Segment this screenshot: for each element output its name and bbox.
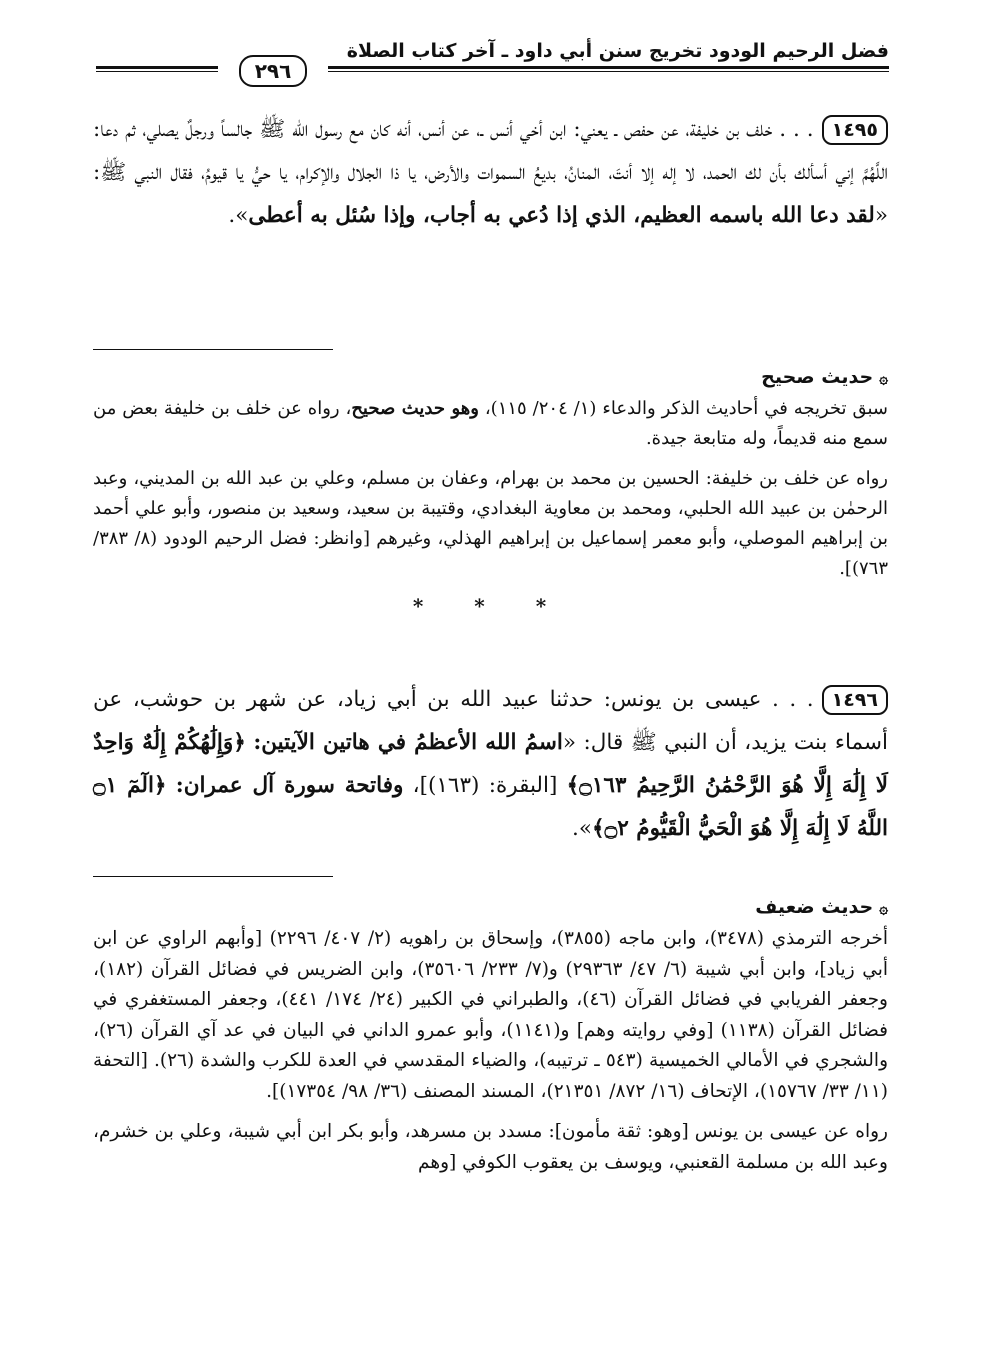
hadith-1496-text [93,678,888,850]
hadith-1496-end: ». [572,816,593,841]
hadith-1496-matn: اسمُ الله الأعظمُ في هاتين الآيتين: [253,730,563,755]
hadith-1496-commentary [93,896,888,1188]
section-divider [93,876,333,877]
hadith-number-badge: ١٤٩٥ [822,115,888,145]
hadith-1495-end: ». [228,203,249,228]
hadith-1496-chain: . . . عيسى بن يونس: حدثنا عبيد الله بن أبي زياد، عن شهر بن حوشب، عن أسماء بنت يزيد، أن النبي ﷺ قال: « [93,687,888,755]
page-number: ٢٩٦ [239,55,308,87]
commentary-paragraph [93,394,888,454]
section-stars: * * * [412,594,569,618]
commentary-grade-inline: وهو حديث صحيح [351,398,479,419]
section-divider [93,349,333,350]
grade-label: حديث صحيح [761,366,874,388]
commentary-paragraph: رواه عن خلف بن خليفة: الحسين بن محمد بن بهرام، وعفان بن مسلم، وعلي بن عبد الله بن المديني، وعبد الرحمٰن بن عبيد الله الحلبي، ومحمد بن معاوية البغدادي، وقتيبة بن سعيد، وسعيد بن منصور، وأبو علي أحمد بن إبراهيم الموصلي، وأبو معمر إسماعيل بن إبراهيم الهذلي، وغيرهم [وانظر: فضل الرحيم الودود (٨/ ٣٨٣/ ٧٦٣)]. [93,468,888,579]
hadith-1495-commentary [93,366,888,624]
grade-heading [93,366,888,388]
header-rule-thin [96,71,889,72]
commentary-paragraph: أخرجه الترمذي (٣٤٧٨)، وابن ماجه (٣٨٥٥)، وإسحاق بن راهويه (٢/ ٤٠٧/ ٢٢٩٦) [وأبهم الراوي عن ابن أبي زياد]، وابن أبي شيبة (٦/ ٤٧/ ٢٩٣٦٣) و(٧/ ٢٣٣/ ٣٥٦٠٦)، وابن الضريس في فضائل القرآن (١٨٢)، وجعفر الفريابي في فضائل القرآن (٤٦)، والطبراني في الكبير (٢٤/ ١٧٤/ ٤٤١)، وجعفر المستغفري في فضائل القرآن (١١٣٨) [وفي روايته وهم] و(١١٤١)، وأبو عمرو الداني في البيان في عد آي القرآن (٢٦)، والشجري في الأمالي الخميسية (٥٤٣ ـ ترتيبه)، والضياء المقدسي في العدة للكرب والشدة (٢٦). [التحفة (١١/ ٣٣/ ١٥٧٦٧)، الإتحاف (١٦/ ٨٧٢/ ٢١٣٥١)، المسند المصنف (٣٦/ ٩٨/ ١٧٣٥٤)]. [93,928,889,1102]
hadith-1495-chain: . . . خلف بن خليفة، عن حفص ـ يعني: ابن أخي أنس ـ، عن أنس، أنه كان مع رسول الله ﷺ جالساً ورجلٌ يصلي، ثم دعا: اللَّهُمَّ إني أسألك بأن لك الحمد، لا إله إلا أنتَ، المنانُ، بديعُ السموات والأرض، يا ذا الجلال والإكرام، يا حيُّ يا قيومُ، فقال النبي ﷺ: « [93,117,888,228]
commentary-text: ، رواه عن خلف بن خليفة بعض من سمع منه قديماً، وله متابعة جيدة. [93,398,888,449]
hadith-number-badge: ١٤٩٦ [822,685,888,715]
grade-label: حديث ضعيف [755,896,874,918]
hadith-1496-matn: وفاتحة سورة آل عمران: [175,773,404,798]
hadith-1496-block [93,678,888,850]
page-header [96,32,889,62]
ornament-icon: ۞ [879,369,888,387]
commentary-paragraph: رواه عن عيسى بن يونس [وهو: ثقة مأمون]: مسدد بن مسرهد، وأبو بكر ابن أبي شيبة، وعلي بن خشرم، وعبد الله بن مسلمة القعنبي، ويوسف بن يعقوب الكوفي [وهم [93,1121,888,1173]
quran-verse: ﴿وَإِلَٰهُكُمْ إِلَٰهٌ وَاحِدٌ لَا إِلَٰهَ إِلَّا هُوَ الرَّحْمَٰنُ الرَّحِيمُ ۝١٦٣﴾ [93,730,888,798]
hadith-1495-text [93,108,888,237]
commentary-text: سبق تخريجه في أحاديث الذكر والدعاء (١/ ٢٠٤/ ١١٥)، [478,398,889,419]
hadith-1495-matn: لقد دعا الله باسمه العظيم، الذي إذا دُعي به أجاب، وإذا سُئل به أعطى [248,203,875,228]
grade-heading [93,896,888,918]
page-number-frame [218,54,328,88]
hadith-1495-block [93,108,888,237]
quran-verse: ﴿الٓمٓ ۝١ اللَّهُ لَا إِلَٰهَ إِلَّا هُوَ الْحَيُّ الْقَيُّومُ ۝٢﴾ [93,773,888,841]
ornament-icon: ۞ [879,899,888,917]
running-title: فضل الرحيم الودود تخريج سنن أبي داود ـ آخر كتاب الصلاة [346,40,889,62]
header-rule [96,66,889,69]
verse-reference: [البقرة: (١٦٣)]، [403,773,567,798]
